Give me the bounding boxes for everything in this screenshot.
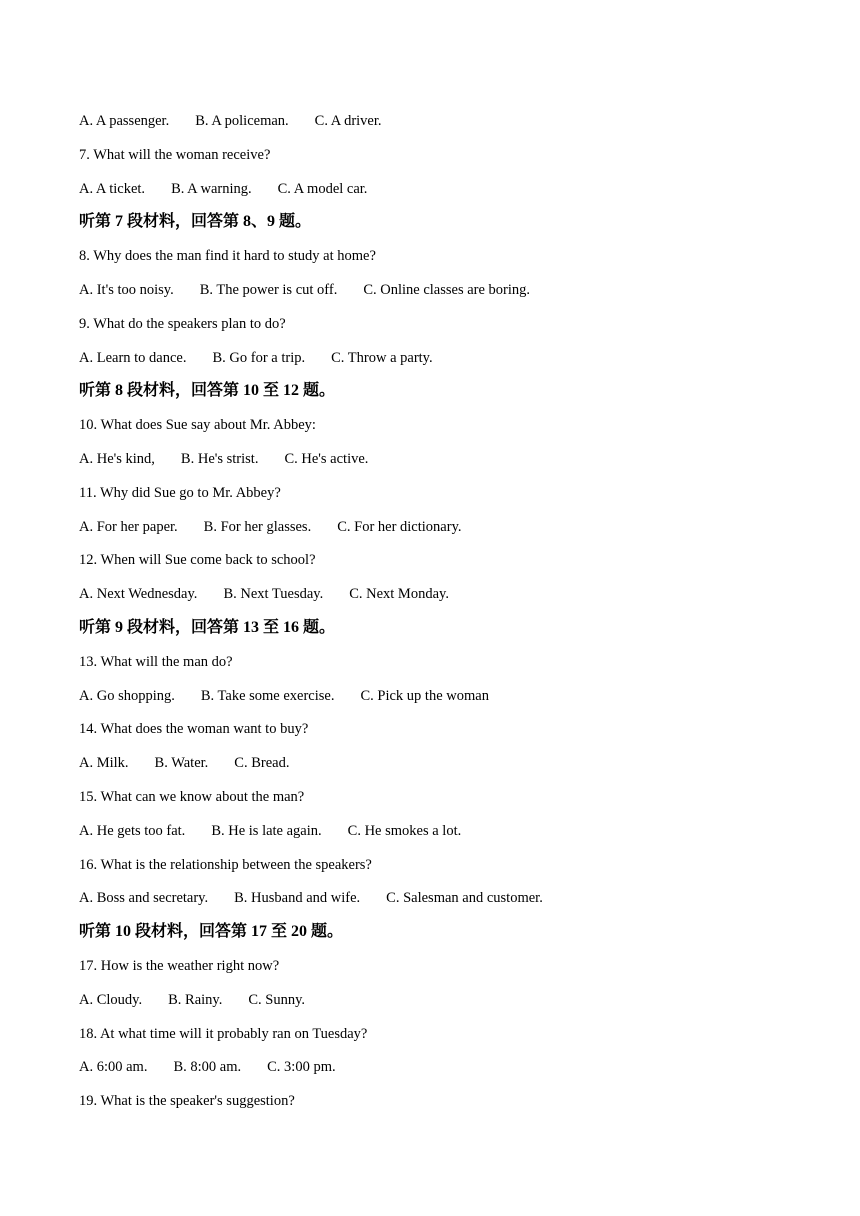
answer-option: A. For her paper. (79, 518, 178, 535)
answer-option: B. He is late again. (211, 822, 322, 839)
answer-option: B. Take some exercise. (200, 687, 335, 704)
section-heading: 听第 10 段材料，回答第 17 至 20 题。 (79, 923, 344, 941)
answer-option: B. A warning. (171, 180, 252, 197)
question-text: 13. What will the man do? (79, 653, 233, 670)
answer-options (79, 583, 799, 617)
answer-option: C. For her dictionary. (337, 518, 462, 535)
answer-option: B. Husband and wife. (234, 890, 361, 907)
answer-option: C. Sunny. (248, 991, 306, 1008)
section-heading: 听第 8 段材料，回答第 10 至 12 题。 (79, 382, 336, 400)
answer-option: B. For her glasses. (203, 518, 312, 535)
answer-option: A. Boss and secretary. (79, 890, 209, 907)
answer-option: A. 6:00 am. (79, 1059, 148, 1076)
question-text: 15. What can we know about the man? (79, 788, 305, 805)
answer-options (79, 887, 799, 921)
answer-options (79, 820, 799, 854)
question-text: 7. What will the woman receive? (79, 146, 271, 163)
answer-option: B. 8:00 am. (173, 1059, 242, 1076)
question-text: 17. How is the weather right now? (79, 957, 280, 974)
question-text: 19. What is the speaker's suggestion? (79, 1093, 295, 1110)
answer-options (79, 1056, 799, 1090)
answer-option: C. Bread. (234, 755, 290, 772)
answer-option: C. Next Monday. (349, 586, 449, 603)
answer-option: A. Go shopping. (79, 687, 175, 704)
answer-options (79, 516, 799, 550)
answer-option: A. Learn to dance. (79, 349, 187, 366)
section-heading: 听第 7 段材料，回答第 8、9 题。 (79, 213, 312, 231)
answer-options (79, 685, 799, 719)
answer-option: C. A model car. (277, 180, 368, 197)
answer-option: A. Cloudy. (79, 991, 143, 1008)
answer-option: C. He smokes a lot. (347, 822, 462, 839)
answer-option: A. Milk. (79, 755, 129, 772)
answer-option: A. It's too noisy. (79, 281, 174, 298)
answer-options (79, 110, 799, 144)
answer-options (79, 347, 799, 381)
question-text: 11. Why did Sue go to Mr. Abbey? (79, 484, 281, 501)
answer-option: C. Online classes are boring. (363, 281, 531, 298)
question-text: 9. What do the speakers plan to do? (79, 315, 286, 332)
question-text: 18. At what time will it probably ran on Tuesday? (79, 1025, 368, 1042)
answer-option: A. He gets too fat. (79, 822, 186, 839)
question-text: 10. What does Sue say about Mr. Abbey: (79, 417, 316, 434)
answer-option: A. Next Wednesday. (79, 586, 198, 603)
answer-option: A. He's kind, (79, 450, 155, 467)
answer-option: C. Pick up the woman (360, 687, 489, 704)
answer-option: B. Next Tuesday. (223, 586, 324, 603)
question-text: 12. When will Sue come back to school? (79, 552, 316, 569)
answer-option: B. Water. (154, 755, 209, 772)
answer-options (79, 989, 799, 1023)
question-text: 14. What does the woman want to buy? (79, 721, 309, 738)
answer-option: A. A passenger. (79, 113, 170, 129)
answer-option: C. Throw a party. (331, 349, 433, 366)
answer-option: C. 3:00 pm. (267, 1059, 336, 1076)
answer-option: B. Rainy. (168, 991, 223, 1008)
answer-option: C. A driver. (314, 113, 382, 129)
answer-options (79, 279, 799, 313)
answer-options (79, 178, 799, 212)
answer-option: B. Go for a trip. (212, 349, 306, 366)
answer-options (79, 448, 799, 482)
answer-options (79, 752, 799, 786)
answer-option: A. A ticket. (79, 180, 146, 197)
answer-option: B. A policeman. (195, 113, 289, 129)
question-text: 16. What is the relationship between the speakers? (79, 856, 372, 873)
answer-option: B. The power is cut off. (199, 281, 338, 298)
question-text: 8. Why does the man find it hard to study at home? (79, 248, 376, 265)
answer-option: C. He's active. (284, 450, 369, 467)
section-heading: 听第 9 段材料，回答第 13 至 16 题。 (79, 618, 336, 636)
document-page (79, 110, 799, 1124)
answer-option: B. He's strist. (180, 450, 259, 467)
answer-option: C. Salesman and customer. (386, 890, 543, 907)
